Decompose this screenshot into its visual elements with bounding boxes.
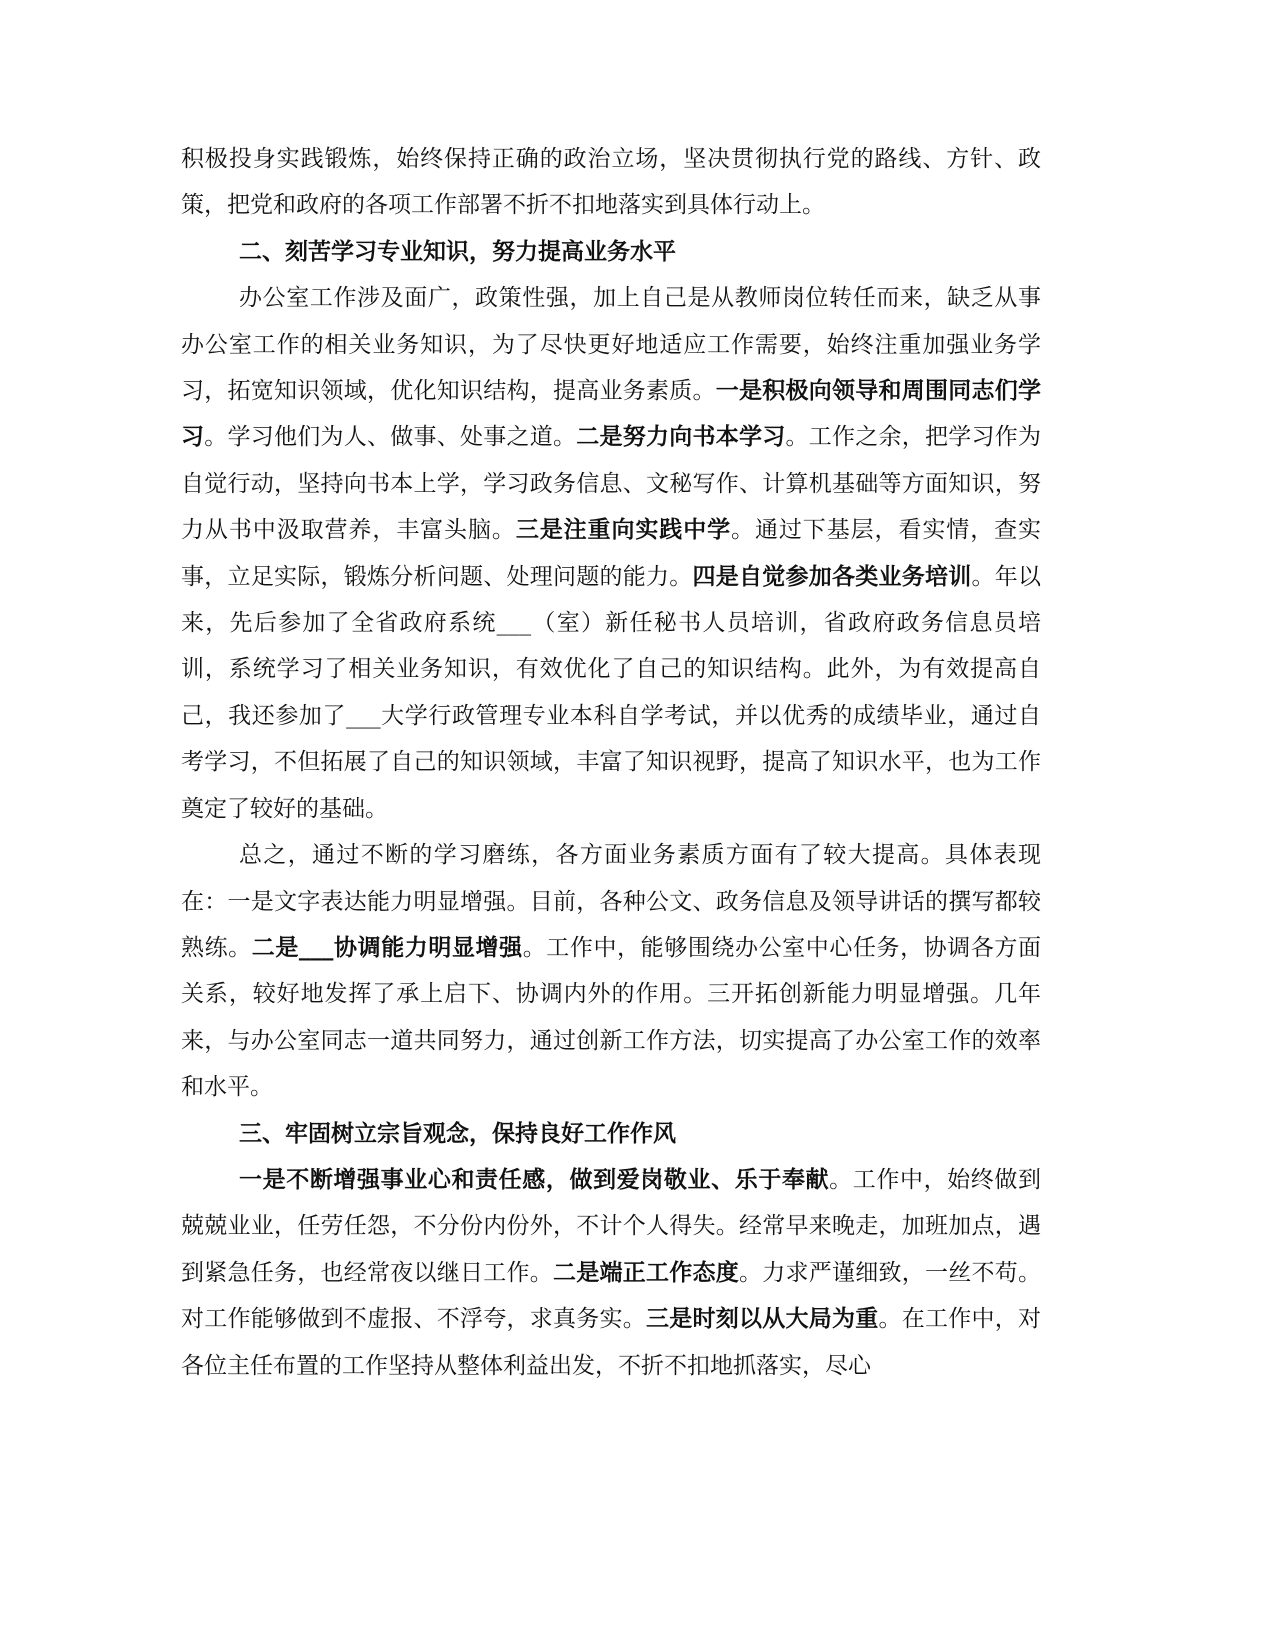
text-run: 。在工作中，对各位主任布置的工作坚持从整体利益出发，不折不扣地抓落实，尽心 xyxy=(181,1306,1041,1379)
text-run: 办公室工作涉及面广，政策性强，加上自己是从教师岗位转任而来，缺乏从事办公室工作的相关业务知识，为了尽快更好地适应工作需要，始终注重加强业务学习，拓宽知识领域，优化知识结构，提高业务素质。 xyxy=(181,285,1041,405)
text-run: 。力求严谨细致，一丝不苟。对工作能够做到不虚报、不浮夸，求真务实。 xyxy=(181,1259,1041,1333)
section-heading-3: 三、牢固树立宗旨观念，保持良好工作作风 xyxy=(239,1119,676,1147)
section-heading-2: 二、刻苦学习专业知识，努力提高业务水平 xyxy=(239,237,676,265)
bold-point-2: 二是努力向书本学习 xyxy=(576,423,786,451)
text-run: 。通过下基层，看实情，查实事，立足实际，锻炼分析问题、处理问题的能力。 xyxy=(181,517,1042,590)
paragraph-work-style xyxy=(181,1157,1041,1389)
bold-point-4: 四是自觉参加各类业务培训 xyxy=(692,562,972,590)
bold-point-2: 二是端正工作态度 xyxy=(553,1258,739,1286)
bold-point-3: 三是时刻以从大局为重 xyxy=(646,1305,879,1333)
text-run: 。工作中，能够围绕办公室中心任务，协调各方面关系，较好地发挥了承上启下、协调内外的作用。三开拓创新能力明显增强。几年来，与办公室同志一道共同努力，通过创新工作方法，切实提高了办公室工作的效率和水平。 xyxy=(181,934,1042,1101)
text-run: 。工作之余，把学习作为自觉行动，坚持向书本上学，学习政务信息、文秘写作、计算机基础等方面知识，努力从书中汲取营养，丰富头脑。 xyxy=(181,424,1041,544)
paragraph-study xyxy=(181,275,1041,832)
text-run: 。工作中，始终做到兢兢业业，任劳任怨，不分份内份外，不计个人得失。经常早来晚走，加班加点，遇到紧急任务，也经常夜以继日工作。 xyxy=(181,1166,1042,1286)
text-run: 总之，通过不断的学习磨练，各方面业务素质方面有了较大提高。具体表现在：一是文字表达能力明显增强。目前，各种公文、政务信息及领导讲话的撰写都较熟练。 xyxy=(181,842,1041,961)
bold-point-1: 一是不断增强事业心和责任感，做到爱岗敬业、乐于奉献 xyxy=(239,1165,830,1193)
bold-point-1: 一是积极向领导和周围同志们学习 xyxy=(181,377,1041,451)
text-run: 。年以来，先后参加了全省政府系统___（室）新任秘书人员培训，省政府政务信息员培训，系统学习了相关业务知识，有效优化了自己的知识结构。此外，为有效提高自己，我还参加了___大学行政管理专业本科自学考试，并以优秀的成绩毕业，通过自考学习，不但拓展了自己的知识领域，丰富了知识视野，提高了知识水平，也为工作奠定了较好的基础。 xyxy=(181,563,1041,822)
text-run: 。学习他们为人、做事、处事之道。 xyxy=(204,424,577,451)
bold-point-coordination: 二是___协调能力明显增强 xyxy=(251,933,523,961)
paragraph-summary xyxy=(181,832,1041,1110)
paragraph-continuation: 积极投身实践锻炼，始终保持正确的政治立场，坚决贯彻执行党的路线、方针、政策，把党和政府的各项工作部署不折不扣地落实到具体行动上。 xyxy=(181,146,1041,219)
bold-point-3: 三是注重向实践中学 xyxy=(515,516,732,544)
document-body xyxy=(181,136,1041,1389)
